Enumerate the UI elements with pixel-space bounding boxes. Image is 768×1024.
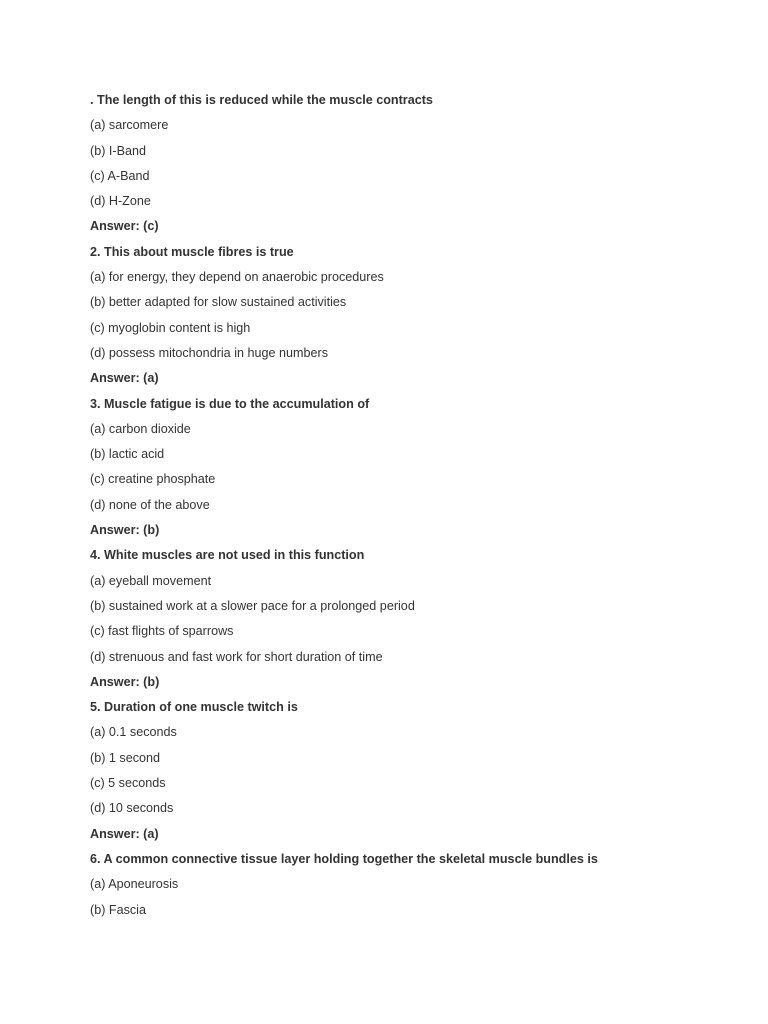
question-1-text: . The length of this is reduced while the muscle contracts	[90, 93, 433, 107]
question-2-option-a: (a) for energy, they depend on anaerobic procedures	[90, 270, 384, 285]
question-3-option-d: (d) none of the above	[90, 497, 210, 512]
question-3-answer: Answer: (b)	[90, 523, 160, 538]
question-5-option-a: (a) 0.1 seconds	[90, 725, 177, 740]
question-4-text: 4. White muscles are not used in this function	[90, 548, 365, 563]
question-1-option-c: (c) A-Band	[90, 168, 150, 183]
question-3-option-b: (b) lactic acid	[90, 447, 165, 462]
quiz-document	[90, 90, 730, 925]
question-5-option-d: (d) 10 seconds	[90, 801, 174, 816]
question-4-answer: Answer: (b)	[90, 674, 160, 689]
question-6-option-a: (a) Aponeurosis	[90, 877, 179, 892]
question-1-answer: Answer: (c)	[90, 219, 159, 234]
question-3-option-c: (c) creatine phosphate	[90, 472, 216, 487]
question-1-option-b: (b) I-Band	[90, 143, 146, 158]
question-1-option-a: (a) sarcomere	[90, 118, 169, 133]
question-4-option-a: (a) eyeball movement	[90, 573, 212, 588]
question-5-option-b: (b) 1 second	[90, 750, 161, 765]
question-2-option-c: (c) myoglobin content is high	[90, 320, 251, 335]
question-1-option-d: (d) H-Zone	[90, 194, 151, 209]
question-2-option-b: (b) better adapted for slow sustained activities	[90, 295, 347, 310]
question-5-answer: Answer: (a)	[90, 826, 159, 841]
question-2-answer: Answer: (a)	[90, 371, 159, 386]
question-4-option-c: (c) fast flights of sparrows	[90, 624, 234, 639]
question-4-option-b: (b) sustained work at a slower pace for a prolonged period	[90, 598, 415, 613]
question-4-option-d: (d) strenuous and fast work for short duration of time	[90, 649, 383, 664]
question-6-option-b: (b) Fascia	[90, 902, 146, 917]
question-6-text: 6. A common connective tissue layer holding together the skeletal muscle bundles is	[90, 851, 598, 866]
question-2-text: 2. This about muscle fibres is true	[90, 244, 294, 259]
question-5-option-c: (c) 5 seconds	[90, 776, 166, 791]
question-3-option-a: (a) carbon dioxide	[90, 421, 191, 436]
question-2-option-d: (d) possess mitochondria in huge numbers	[90, 345, 329, 360]
question-3-text: 3. Muscle fatigue is due to the accumulation of	[90, 396, 370, 411]
question-5-text: 5. Duration of one muscle twitch is	[90, 700, 298, 715]
